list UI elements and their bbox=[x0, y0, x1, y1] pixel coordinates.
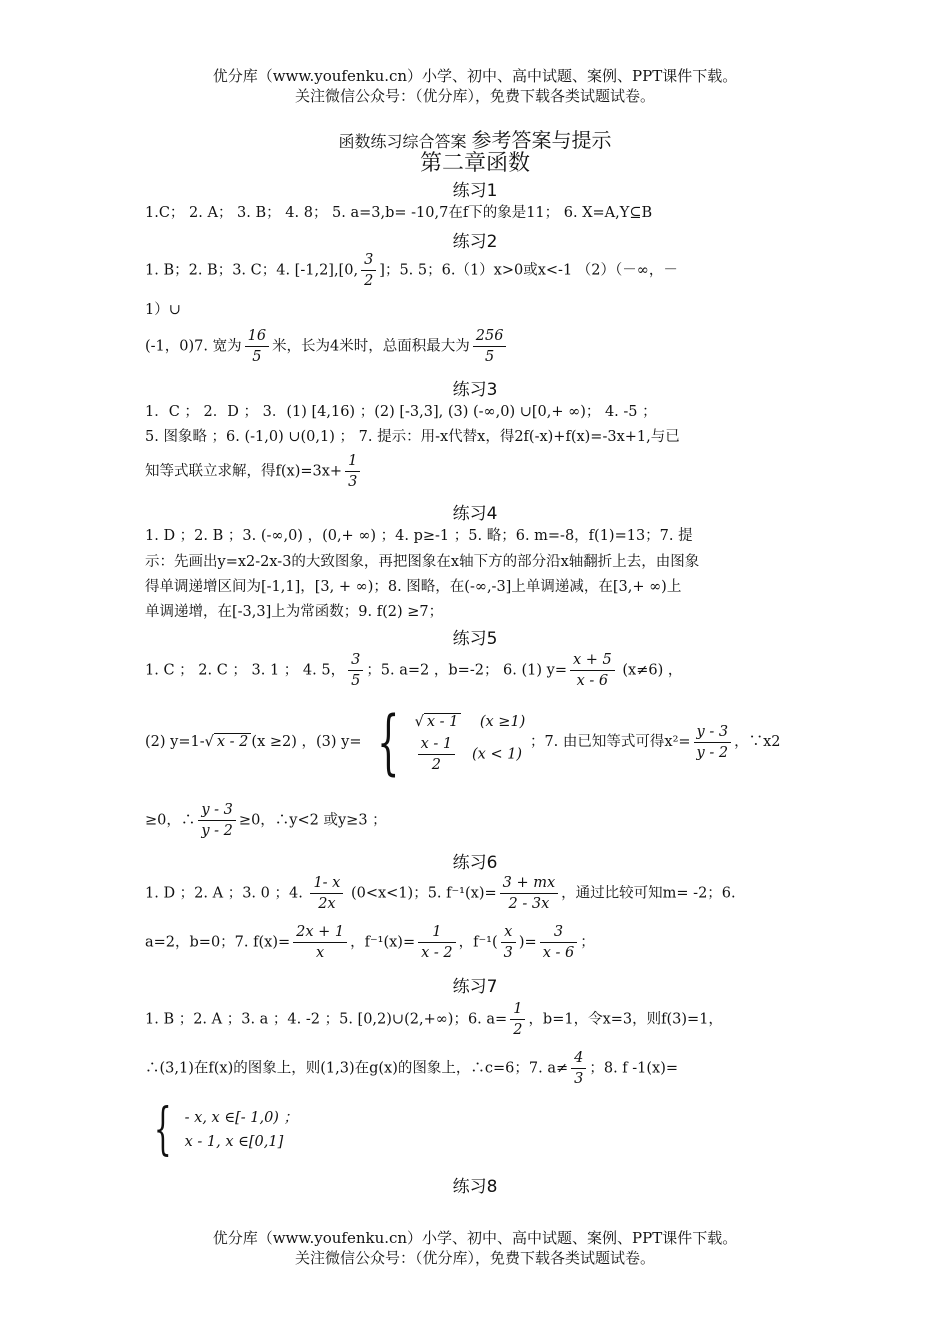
exercise-5-line-2: (2) y=1-√ x - 2 (x ≥2) ，(3) y= { √ x - 1 (x ≥1) $\frac{x - 1}{2}$ (x < 1) ；7. 由已知等式可得x²= $\frac{y - 3}{y - 2}$ ，∵x2 bbox=[145, 701, 781, 783]
text: ；8. f -1(x)= bbox=[589, 1060, 679, 1077]
header-line-1: 优分库（www.youfenku.cn）小学、初中、高中试题、案例、PPT课件下载。 bbox=[212, 67, 738, 85]
text: ，f⁻¹( bbox=[458, 934, 498, 951]
exercise-5-line-3 bbox=[145, 800, 810, 841]
exercise-2-line-1 bbox=[145, 250, 810, 291]
fraction: $\frac{4}{3}$ bbox=[571, 1048, 586, 1089]
exercise-1-line: 1.C； 2. A； 3. B； 4. 8； 5. a=3,b= -10,7在f下的象是11； 6. X=A,Y⊆B bbox=[145, 205, 653, 221]
exercise-2-line-3 bbox=[145, 326, 810, 367]
fraction: $\frac{x + 5}{x - 6}$ bbox=[570, 650, 615, 691]
text: )= bbox=[518, 934, 537, 951]
fraction: $\frac{1}{3}$ bbox=[345, 451, 360, 492]
fraction: $\frac{3}{5}$ bbox=[348, 650, 363, 691]
text: 1. B ；2. A ；3. a ；4. -2 ；5. [0,2)∪(2,+∞)；6. a= bbox=[145, 1011, 508, 1028]
exercise-5-line-1 bbox=[145, 650, 810, 691]
text: (x ≥2) ，(3) y= bbox=[251, 734, 362, 750]
exercise-7-line-1 bbox=[145, 999, 810, 1040]
text: ； bbox=[580, 934, 595, 951]
text: (2) y=1- bbox=[145, 734, 205, 750]
exercise-7-line-2 bbox=[145, 1048, 810, 1089]
exercise-3-line-3 bbox=[145, 451, 810, 492]
text: 知等式联立求解，得f(x)=3x+ bbox=[145, 463, 343, 480]
fraction: $\frac{3 + mx}{2 - 3x}$ bbox=[500, 873, 559, 914]
exercise-5-heading: 练习5 bbox=[452, 629, 498, 649]
exercise-2-line-2: 1）∪ bbox=[145, 302, 181, 318]
exercise-1-heading: 练习1 bbox=[452, 181, 498, 201]
fraction: $\frac{3}{2}$ bbox=[361, 250, 376, 291]
footer-line-1: 优分库（www.youfenku.cn）小学、初中、高中试题、案例、PPT课件下载。 bbox=[212, 1229, 738, 1247]
fraction: $\frac{x}{3}$ bbox=[501, 922, 516, 963]
exercise-4-line-2: 示：先画出y=x2-2x-3的大致图象，再把图象在x轴下方的部分沿x轴翻折上去，由图象 bbox=[145, 554, 700, 570]
fraction: $\frac{1}{2}$ bbox=[510, 999, 525, 1040]
footer bbox=[0, 1228, 950, 1268]
doc-title-big: 参考答案与提示 bbox=[471, 128, 612, 152]
text: ≥0，∴y<2 或y≥3 ； bbox=[238, 812, 387, 829]
text: a=2，b=0；7. f(x)= bbox=[145, 934, 291, 951]
text: 1. B；2. B；3. C；4. [-1,2],[0, bbox=[145, 262, 359, 279]
text: ，f⁻¹(x)= bbox=[350, 934, 416, 951]
text: ；7. 由已知等式可得x²= bbox=[529, 734, 691, 750]
fraction: $\frac{256}{5}$ bbox=[473, 326, 507, 367]
fraction: $\frac{y - 3}{y - 2}$ bbox=[694, 722, 732, 763]
fraction: $\frac{y - 3}{y - 2}$ bbox=[198, 800, 236, 841]
piecewise: { √ x - 1 (x ≥1) $\frac{x - 1}{2}$ (x < 1) bbox=[377, 701, 526, 783]
text: ；5. a=2 ，b=-2； 6. (1) y= bbox=[366, 662, 567, 679]
header bbox=[0, 66, 950, 106]
text: ]；5. 5；6.（1）x>0或x<-1 （2）（－∞，－ bbox=[379, 262, 678, 279]
text: ，b=1，令x=3，则f(3)=1， bbox=[528, 1011, 723, 1028]
exercise-6-line-2 bbox=[145, 922, 810, 963]
exercise-4-line-4: 单调递增，在[-3,3]上为常函数；9. f(2) ≥7； bbox=[145, 604, 444, 620]
exercise-8-heading: 练习8 bbox=[452, 1177, 498, 1197]
fraction: $\frac{1}{x - 2}$ bbox=[418, 922, 456, 963]
exercise-3-heading: 练习3 bbox=[452, 380, 498, 400]
sqrt: x - 2 bbox=[214, 733, 252, 750]
text: 米，长为4米时，总面积最大为 bbox=[272, 338, 470, 355]
doc-title-small: 函数练习综合答案 bbox=[338, 132, 467, 151]
text: (0<x<1)；5. f⁻¹(x)= bbox=[346, 885, 497, 902]
exercise-6-heading: 练习6 bbox=[452, 853, 498, 873]
text: ≥0，∴ bbox=[145, 812, 196, 829]
fraction: $\frac{3}{x - 6}$ bbox=[540, 922, 578, 963]
piecewise: { - x, x ∈[- 1,0) ； x - 1, x ∈[0,1] bbox=[153, 1097, 299, 1162]
fraction: $\frac{16}{5}$ bbox=[245, 326, 269, 367]
exercise-4-line-1: 1. D ；2. B ；3. (-∞,0) ，(0,+ ∞) ；4. p≥-1 ；5. 略；6. m=-8，f(1)=13；7. 提 bbox=[145, 528, 693, 544]
fraction: $\frac{2x + 1}{x}$ bbox=[293, 922, 347, 963]
exercise-6-line-1 bbox=[145, 873, 810, 914]
text: (-1，0)7. 宽为 bbox=[145, 338, 242, 355]
exercise-3-line-1: 1．C ； 2．D ； 3．(1) [4,16) ；(2) [-3,3], (3) (-∞,0) ∪[0,+ ∞)； 4. -5 ； bbox=[145, 404, 657, 420]
exercise-4-heading: 练习4 bbox=[452, 504, 498, 524]
text: ，∵x2 bbox=[734, 734, 781, 750]
text: 1. C ； 2. C ； 3. 1 ； 4. 5， bbox=[145, 662, 346, 679]
text: ，通过比较可知m= -2；6. bbox=[561, 885, 736, 902]
header-line-2: 关注微信公众号：（优分库），免费下载各类试题试卷。 bbox=[294, 87, 655, 105]
text: 1. D ；2. A ；3. 0 ；4. bbox=[145, 885, 308, 902]
chapter-title: 第二章函数 bbox=[419, 151, 530, 176]
exercise-7-line-3 bbox=[145, 1097, 810, 1162]
text: ∴(3,1)在f(x)的图象上，则(1,3)在g(x)的图象上，∴c=6；7. a≠ bbox=[145, 1060, 569, 1077]
exercise-7-heading: 练习7 bbox=[452, 977, 498, 997]
fraction: $\frac{1- x}{2x}$ bbox=[310, 873, 343, 914]
footer-line-2: 关注微信公众号：（优分库），免费下载各类试题试卷。 bbox=[294, 1249, 655, 1267]
text: (x≠6) ， bbox=[617, 662, 683, 679]
exercise-3-line-2: 5. 图象略 ；6. (-1,0) ∪(0,1) ； 7. 提示：用-x代替x，得2f(-x)+f(x)=-3x+1,与已 bbox=[145, 429, 680, 445]
exercise-4-line-3: 得单调递增区间为[-1,1]，[3, + ∞)；8. 图略，在(-∞,-3]上单调递减，在[3,+ ∞)上 bbox=[145, 579, 682, 595]
exercise-2-heading: 练习2 bbox=[452, 232, 498, 252]
